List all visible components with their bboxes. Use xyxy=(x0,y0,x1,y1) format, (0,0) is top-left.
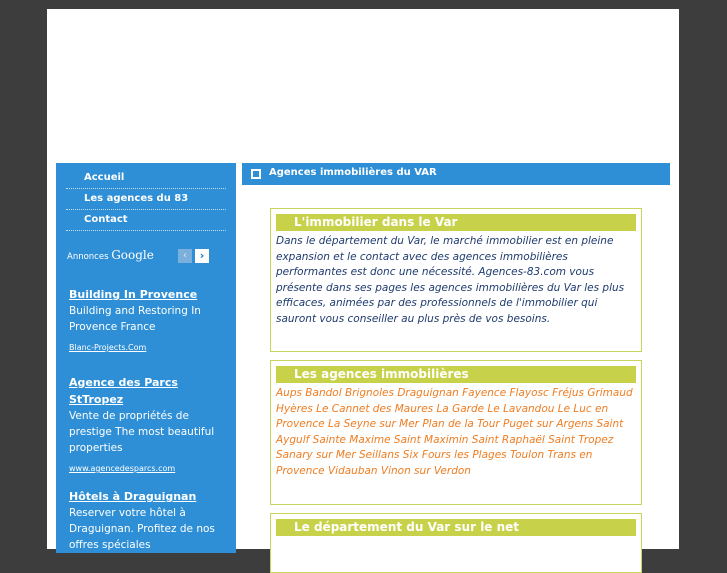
section-title: Le département du Var sur le net xyxy=(276,519,636,536)
nav-item-contact[interactable]: Contact xyxy=(66,210,226,231)
nav-item-agences-83[interactable]: Les agences du 83 xyxy=(66,189,226,210)
nav-item-accueil[interactable]: Accueil xyxy=(66,168,226,189)
ad-text: Vente de propriétés de prestige The most beautiful properties xyxy=(69,410,215,454)
agencies-section xyxy=(270,360,642,505)
ad-item xyxy=(69,488,224,553)
content-header-bar xyxy=(242,163,670,185)
city-links[interactable]: Aups Bandol Brignoles Draguignan Fayence Flayosc Fréjus Grimaud Hyères Le Cannet des Maures La Garde Le Lavandou Le Luc en Provence La Seyne sur Mer Plan de la Tour Puget sur Argens Saint Aygulf Sainte Maxime Saint Maximin Saint Raphaël Saint Tropez Sanary sur Mer Seillans Six Fours les Plages Toulon Trans en Provence Vidauban Vinon sur Verdon xyxy=(276,387,633,477)
ad-url-link[interactable]: www.agencedesparcs.com xyxy=(69,464,176,473)
ad-title-link[interactable]: Building In Provence xyxy=(69,288,198,301)
net-section xyxy=(270,513,642,573)
ad-text: Building and Restoring In Provence France xyxy=(69,305,201,333)
ad-text: Reserver votre hôtel à Draguignan. Profitez de nos offres spéciales xyxy=(69,507,215,551)
square-bullet-icon xyxy=(251,169,261,179)
ad-title-link[interactable]: Agence des Parcs StTropez xyxy=(69,376,178,406)
ad-item xyxy=(69,286,224,354)
page-title: Agences immobilières du VAR xyxy=(269,167,437,178)
intro-section xyxy=(270,208,642,352)
google-logo: Google xyxy=(111,248,154,262)
sidebar xyxy=(56,163,236,553)
ad-url-link[interactable]: Blanc-Projects.Com xyxy=(69,343,147,352)
ad-title-link[interactable]: Hôtels à Draguignan xyxy=(69,490,197,503)
ads-label[interactable] xyxy=(67,248,154,262)
main-nav xyxy=(66,168,226,231)
ad-item xyxy=(69,374,224,475)
section-title: Les agences immobilières xyxy=(276,366,636,383)
section-title: L'immobilier dans le Var xyxy=(276,214,636,231)
intro-text: Dans le département du Var, le marché immobilier est en pleine expansion et le contact avec des agences immobilières performantes est donc une nécessité. Agences-83.com vous présente dans ses pages les agences immobilières du Var les plus efficaces, animées par des professionnels de l'immobilier qui sauront vous conseiller au plus près de vos besoins. xyxy=(276,235,625,325)
ads-label-prefix: Annonces xyxy=(67,252,109,262)
ads-next-icon[interactable]: › xyxy=(195,249,209,263)
ads-prev-icon[interactable]: ‹ xyxy=(178,249,192,263)
